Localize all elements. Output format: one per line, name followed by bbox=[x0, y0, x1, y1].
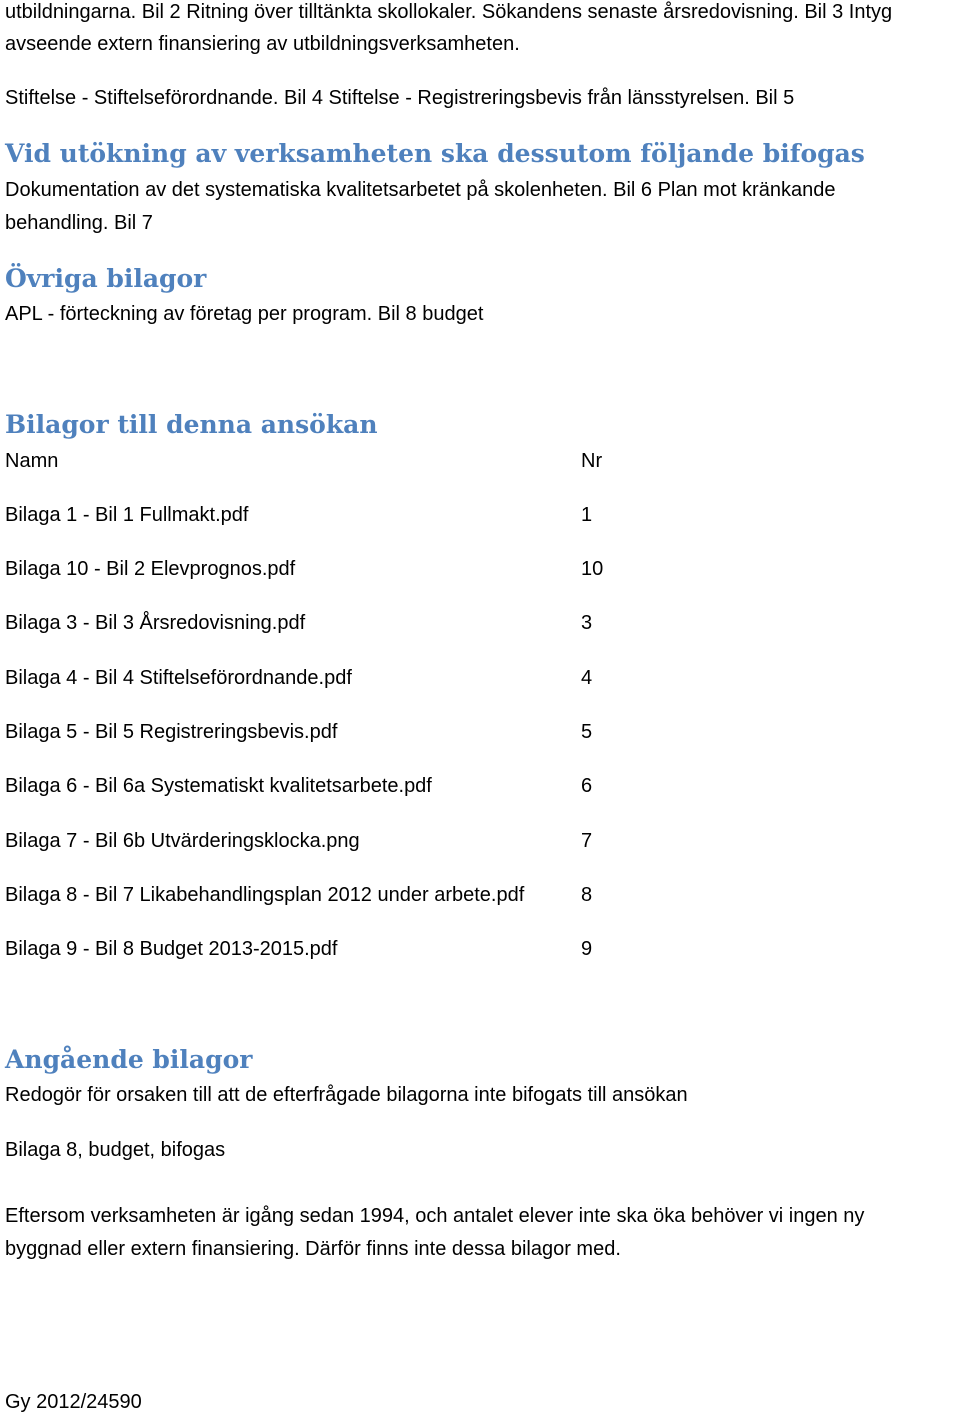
regarding-heading: Angående bilagor bbox=[5, 1045, 253, 1074]
attachment-name: Bilaga 4 - Bil 4 Stiftelseförordnande.pdf bbox=[5, 667, 352, 689]
attachment-nr: 7 bbox=[581, 830, 593, 852]
attachment-nr: 6 bbox=[581, 775, 593, 797]
expansion-line-2: behandling. Bil 7 bbox=[5, 212, 153, 234]
attachment-nr: 10 bbox=[581, 558, 604, 580]
attachment-name: Bilaga 3 - Bil 3 Årsredovisning.pdf bbox=[5, 612, 306, 634]
attachment-nr: 5 bbox=[581, 721, 593, 743]
column-header-name: Namn bbox=[5, 450, 59, 472]
other-line-1: APL - förteckning av företag per program. Bil 8 budget bbox=[5, 303, 484, 325]
attachment-name: Bilaga 10 - Bil 2 Elevprognos.pdf bbox=[5, 558, 296, 580]
column-header-nr: Nr bbox=[581, 450, 603, 472]
attachment-name: Bilaga 5 - Bil 5 Registreringsbevis.pdf bbox=[5, 721, 338, 743]
intro-line-3: Stiftelse - Stiftelseförordnande. Bil 4 Stiftelse - Registreringsbevis från länsstyrelsen. Bil 5 bbox=[5, 87, 795, 109]
attachments-heading: Bilagor till denna ansökan bbox=[5, 410, 378, 439]
attachment-nr: 4 bbox=[581, 667, 593, 689]
attachment-nr: 3 bbox=[581, 612, 593, 634]
attachment-nr: 8 bbox=[581, 884, 593, 906]
regarding-line-2: Bilaga 8, budget, bifogas bbox=[5, 1139, 226, 1161]
attachment-name: Bilaga 8 - Bil 7 Likabehandlingsplan 2012 under arbete.pdf bbox=[5, 884, 525, 906]
attachment-nr: 9 bbox=[581, 938, 593, 960]
attachment-name: Bilaga 7 - Bil 6b Utvärderingsklocka.png bbox=[5, 830, 360, 852]
footer-reference: Gy 2012/24590 bbox=[5, 1391, 142, 1413]
expansion-heading: Vid utökning av verksamheten ska dessutom följande bifogas bbox=[5, 139, 865, 168]
intro-line-1: utbildningarna. Bil 2 Ritning över tilltänkta skollokaler. Sökandens senaste årsredovisning. Bil 3 Intyg bbox=[5, 1, 893, 23]
attachment-name: Bilaga 6 - Bil 6a Systematiskt kvalitetsarbete.pdf bbox=[5, 775, 432, 797]
regarding-line-1: Redogör för orsaken till att de efterfrågade bilagorna inte bifogats till ansökan bbox=[5, 1084, 688, 1106]
attachment-name: Bilaga 9 - Bil 8 Budget 2013-2015.pdf bbox=[5, 938, 338, 960]
regarding-line-3: Eftersom verksamheten är igång sedan 1994, och antalet elever inte ska öka behöver vi ingen ny bbox=[5, 1205, 865, 1227]
other-heading: Övriga bilagor bbox=[5, 264, 207, 293]
intro-line-2: avseende extern finansiering av utbildningsverksamheten. bbox=[5, 33, 520, 55]
regarding-line-4: byggnad eller extern finansiering. Därför finns inte dessa bilagor med. bbox=[5, 1238, 621, 1260]
attachment-nr: 1 bbox=[581, 504, 593, 526]
attachment-name: Bilaga 1 - Bil 1 Fullmakt.pdf bbox=[5, 504, 249, 526]
expansion-line-1: Dokumentation av det systematiska kvalitetsarbetet på skolenheten. Bil 6 Plan mot kränkande bbox=[5, 179, 836, 201]
